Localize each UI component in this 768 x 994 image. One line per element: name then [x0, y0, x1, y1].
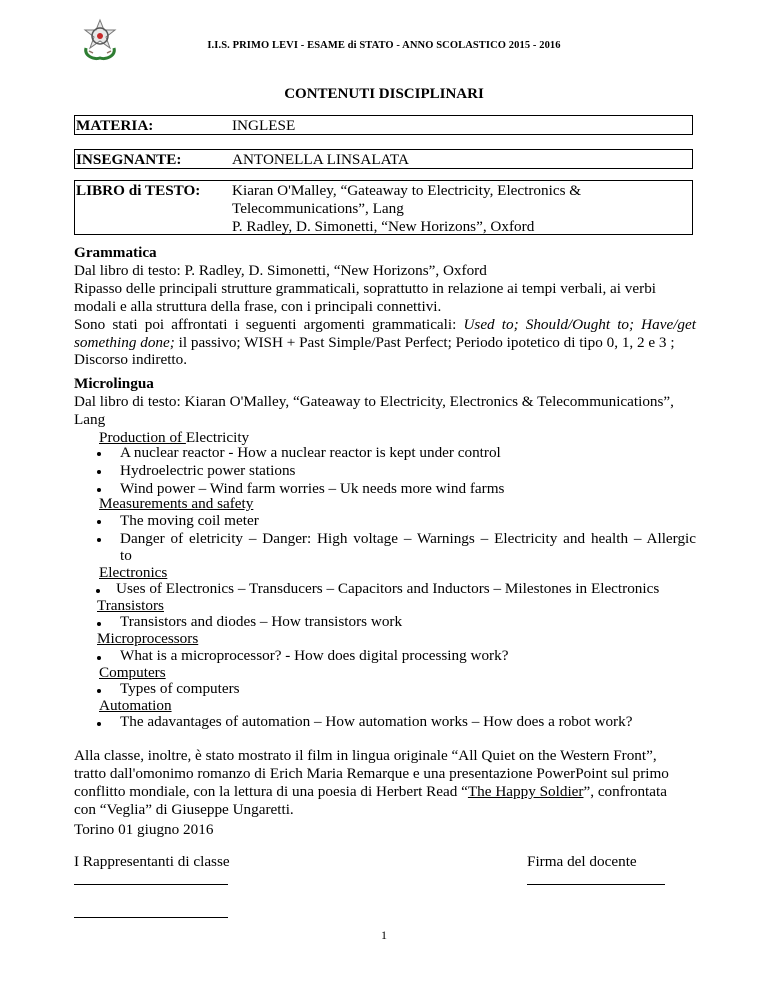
- grammatica-line: something done; il passivo; WISH + Past Simple/Past Perfect; Periodo ipotetico di tipo 0, 1, 2 e 3 ;: [74, 333, 675, 351]
- film-line: Alla classe, inoltre, è stato mostrato il film in lingua originale “All Quiet on the Western Front”,: [74, 747, 657, 764]
- bullet-icon: [97, 656, 101, 660]
- signature-line: [527, 884, 665, 885]
- materia-box: [74, 115, 693, 135]
- film-paragraph: [74, 747, 696, 819]
- film-line: tratto dall'omonimo romanzo di Erich Maria Remarque e una presentazione PowerPoint sul primo: [74, 764, 669, 782]
- subheading-automation: Automation: [99, 697, 172, 714]
- grammatica-line: Dal libro di testo: P. Radley, D. Simonetti, “New Horizons”, Oxford: [74, 261, 487, 279]
- bullet-icon: [97, 520, 101, 524]
- bullet-icon: [97, 538, 101, 542]
- date-line: Torino 01 giugno 2016: [74, 821, 214, 838]
- microlingua-heading: Microlingua: [74, 375, 154, 392]
- microlingua-line: Dal libro di testo: Kiaran O'Malley, “Gateaway to Electricity, Electronics & Telecommunications”,: [74, 392, 674, 410]
- subheading-production: Production of Electricity: [99, 429, 250, 446]
- subheading-transistors: Transistors: [97, 597, 164, 614]
- list-item: What is a microprocessor? - How does digital processing work?: [120, 647, 509, 664]
- film-line: con “Veglia” di Giuseppe Ungaretti.: [74, 800, 294, 818]
- grammar-topics: something done;: [74, 333, 175, 351]
- microlingua-line: Lang: [74, 410, 106, 428]
- bullet-icon: [97, 452, 101, 456]
- libro-line: Telecommunications”, Lang: [232, 200, 404, 217]
- subheading-microprocessors: Microprocessors: [97, 630, 199, 647]
- list-item: Transistors and diodes – How transistors work: [120, 613, 403, 630]
- page-number: 1: [381, 928, 387, 942]
- materia-value: INGLESE: [232, 117, 296, 134]
- libro-line: Kiaran O'Malley, “Gateaway to Electricity, Electronics &: [232, 182, 582, 199]
- signature-right-label: Firma del docente: [527, 853, 637, 870]
- insegnante-box: [74, 149, 693, 169]
- list-item: Types of computers: [120, 680, 240, 697]
- list-item: A nuclear reactor - How a nuclear reactor is kept under control: [120, 444, 501, 461]
- list-item: The moving coil meter: [120, 512, 259, 529]
- bullet-icon: [96, 589, 100, 593]
- subheading-electronics: Electronics: [99, 564, 168, 581]
- grammatica-line: Sono stati poi affrontati i seguenti argomenti grammaticali: Used to; Should/Ought to; Have/get: [74, 315, 696, 333]
- libro-label: LIBRO di TESTO:: [76, 182, 201, 199]
- bullet-icon: [97, 722, 101, 726]
- film-line: conflitto mondiale, con la lettura di una poesia di Herbert Read “The Happy Soldier”, confrontata: [74, 782, 667, 800]
- bullet-icon: [97, 488, 101, 492]
- libro-box: [74, 180, 693, 235]
- grammar-topics: Used to; Should/Ought to; Have/get: [463, 315, 696, 333]
- libro-line: P. Radley, D. Simonetti, “New Horizons”, Oxford: [232, 218, 535, 235]
- grammatica-heading: Grammatica: [74, 244, 157, 261]
- signature-line: [74, 884, 228, 885]
- bullet-icon: [97, 689, 101, 693]
- grammatica-section: [74, 244, 696, 369]
- microlingua-intro: [74, 375, 696, 429]
- list-item: Danger of eletricity – Danger: High voltage – Warnings – Electricity and health – Allergic: [120, 530, 696, 547]
- libro-value: [232, 182, 581, 236]
- materia-label: MATERIA:: [76, 117, 154, 134]
- list-item: Wind power – Wind farm worries – Uk needs more wind farms: [120, 480, 505, 497]
- bullet-icon: [97, 470, 101, 474]
- signature-line: [74, 917, 228, 918]
- grammatica-line: modali e alla struttura della frase, con i principali connettivi.: [74, 297, 442, 315]
- list-item: Hydroelectric power stations: [120, 462, 296, 479]
- list-item-continuation: to: [120, 547, 132, 564]
- subheading-computers: Computers: [99, 664, 166, 681]
- insegnante-value: ANTONELLA LINSALATA: [232, 151, 409, 168]
- signature-left-label: I Rappresentanti di classe: [74, 853, 230, 870]
- list-item: The adavantages of automation – How automation works – How does a robot work?: [120, 713, 633, 730]
- bullet-icon: [97, 622, 101, 626]
- grammatica-line: Discorso indiretto.: [74, 351, 188, 369]
- insegnante-label: INSEGNANTE:: [76, 151, 182, 168]
- page-title: CONTENUTI DISCIPLINARI: [284, 86, 484, 102]
- grammatica-line: Ripasso delle principali strutture grammaticali, soprattutto in relazione ai tempi verbali, ai verbi: [74, 279, 657, 297]
- poem-title: The Happy Soldier: [467, 782, 584, 800]
- subheading-measurements: Measurements and safety: [99, 495, 254, 512]
- list-item: Uses of Electronics – Transducers – Capacitors and Inductors – Milestones in Electronics: [116, 580, 660, 597]
- document-header: I.I.S. PRIMO LEVI - ESAME di STATO - ANNO SCOLASTICO 2015 - 2016: [207, 40, 561, 51]
